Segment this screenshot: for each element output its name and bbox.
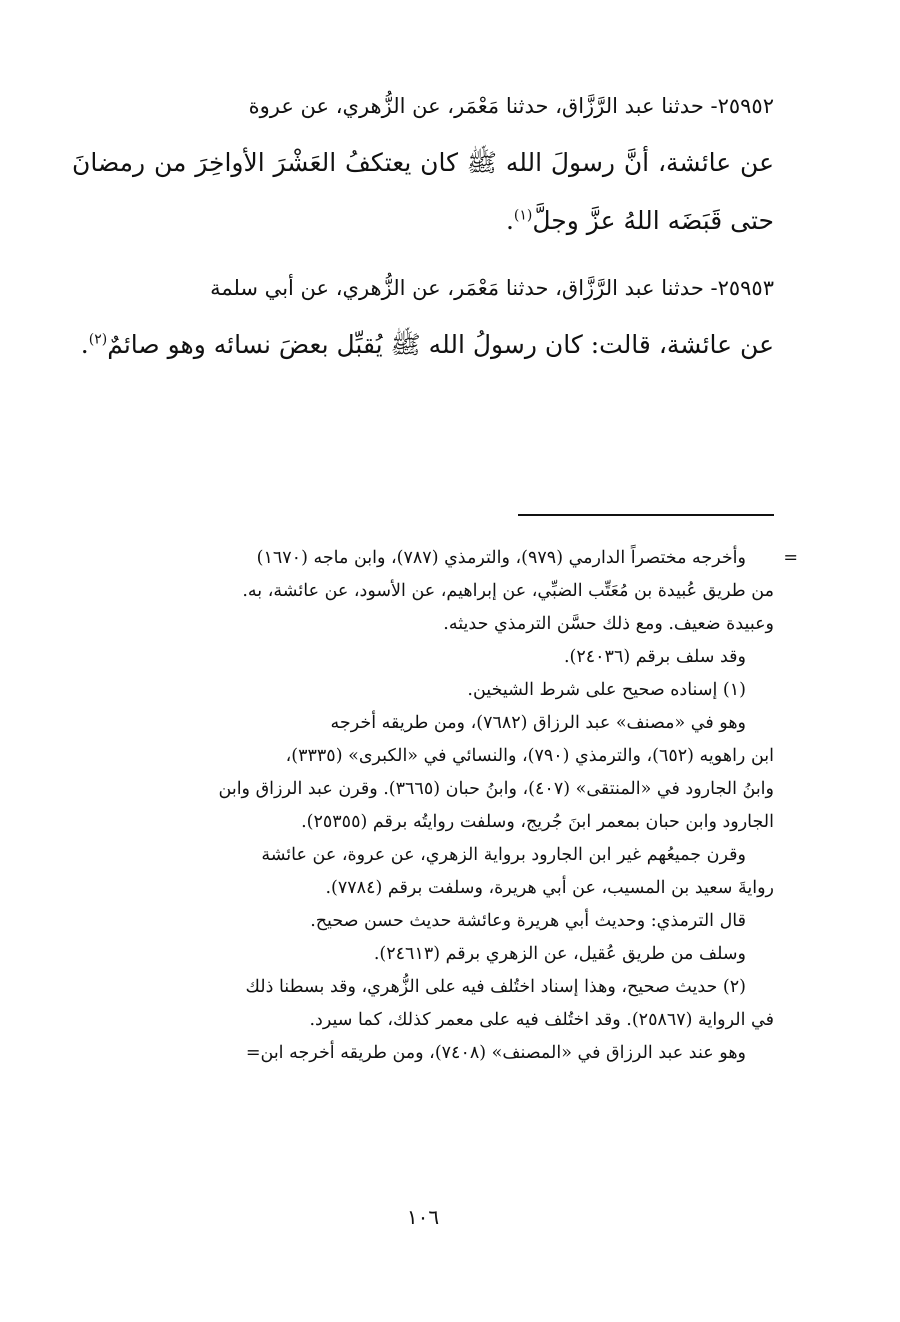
footnote-line: الجارود وابن حبان بمعمر ابنَ جُريج، وسلفت روايتُه برقم (٢٥٣٥٥). [301, 812, 774, 832]
hadith-matn [72, 134, 774, 250]
footnote-line: وهو عند عبد الرزاق في «المصنف» (٧٤٠٨)، ومن طريقه أخرجه ابن= [245, 1043, 746, 1063]
footnote-line: وعبيدة ضعيف. ومع ذلك حسَّن الترمذي حديثه. [443, 614, 774, 634]
hadith-25953 [72, 266, 774, 374]
footnote-line: (١) إسناده صحيح على شرط الشيخين. [467, 680, 746, 700]
continuation-mark: = [783, 548, 798, 568]
main-text [72, 84, 774, 390]
footnote-ref-1[interactable]: (١) [513, 207, 533, 224]
footnote-line: وقد سلف برقم (٢٤٠٣٦). [563, 647, 746, 667]
footnote-line: وسلف من طريق عُقيل، عن الزهري برقم (٢٤٦١٣). [373, 944, 746, 964]
footnote-line: وقرن جميعُهم غير ابن الجارود برواية الزهري، عن عروة، عن عائشة [261, 845, 746, 865]
footnote-line: وأخرجه مختصراً الدارمي (٩٧٩)، والترمذي (٧٨٧)، وابن ماجه (١٦٧٠) [256, 548, 746, 568]
footnote-line: روايةَ سعيد بن المسيب، عن أبي هريرة، وسلفت برقم (٧٧٨٤). [325, 878, 774, 898]
footnote-line: (٢) حديث صحيح، وهذا إسناد اختُلف فيه على الزُّهري، وقد بسطنا ذلك [245, 977, 746, 997]
hadith-25952 [72, 84, 774, 250]
footnotes [72, 542, 798, 1070]
document-page [72, 0, 798, 1322]
footnote-line: في الرواية (٢٥٨٦٧). وقد اختُلف فيه على معمر كذلك، كما سيرد. [309, 1010, 774, 1030]
footnote-ref-2[interactable]: (٢) [88, 331, 108, 348]
hadith-matn-text: عن عائشة، أنَّ رسولَ الله ﷺ كان يعتكفُ العَشْرَ الأواخِرَ من رمضانَ حتى قَبَضَه اللهُ عزَّ وجلَّ [72, 148, 774, 235]
footnote-line: ابن راهويه (٦٥٢)، والترمذي (٧٩٠)، والنسائي في «الكبرى» (٣٣٣٥)، [285, 746, 774, 766]
hadith-matn-text: عن عائشة، قالت: كان رسولُ الله ﷺ يُقبِّل بعضَ نسائه وهو صائمٌ [107, 330, 774, 359]
hadith-isnad: ٢٥٩٥٣- حدثنا عبد الرَّزَّاق، حدثنا مَعْمَر، عن الزُّهري، عن أبي سلمة [210, 276, 774, 300]
hadith-matn [72, 316, 774, 374]
footnote-line: وهو في «مصنف» عبد الرزاق (٧٦٨٢)، ومن طريقه أخرجه [330, 713, 746, 733]
page-number: ١٠٦ [406, 1205, 440, 1229]
footnote-line: من طريق عُبيدة بن مُعَتِّب الضبِّي، عن إبراهيم، عن الأسود، عن عائشة، به. [242, 581, 774, 601]
footnote-line: قال الترمذي: وحديث أبي هريرة وعائشة حديث حسن صحيح. [310, 911, 746, 931]
hadith-isnad: ٢٥٩٥٢- حدثنا عبد الرَّزَّاق، حدثنا مَعْمَر، عن الزُّهري، عن عروة [248, 94, 774, 118]
footnote-divider [518, 514, 774, 516]
hadith-matn-end: . [80, 330, 89, 359]
footnote-line: وابنُ الجارود في «المنتقى» (٤٠٧)، وابنُ حبان (٣٦٦٥). وقرن عبد الرزاق وابن [218, 779, 774, 799]
hadith-matn-end: . [505, 206, 514, 235]
